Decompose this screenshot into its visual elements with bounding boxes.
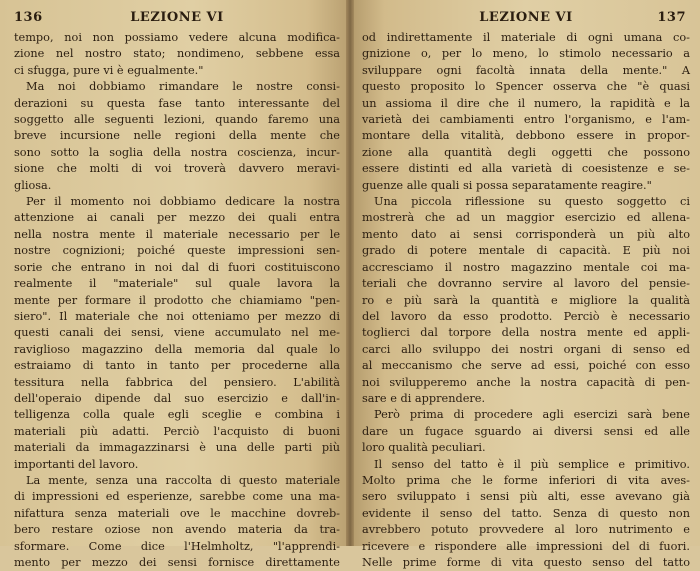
text-line: accresciamo il nostro magazzino mentale coi ma- — [362, 260, 690, 274]
text-line: raviglioso magazzino della memoria dal quale lo — [14, 342, 340, 356]
text-line: Il senso del tatto è il più semplice e primitivo. — [374, 457, 690, 471]
text-line: avrebbero potuto provvedere al loro nutrimento e — [362, 523, 690, 537]
book-gutter — [346, 0, 354, 546]
text-line: nella nostra mente il materiale necessario per le — [14, 227, 340, 241]
text-line: od indirettamente il materiale di ogni umana co- — [362, 31, 690, 44]
text-line: Molto prima che le forme inferiori di vita aves- — [362, 473, 690, 487]
text-line: nifattura senza materiali ove le macchine dovreb- — [14, 506, 340, 520]
text-line: ro e più sarà la quantità e migliore la qualità — [362, 293, 690, 307]
text-line: ci sfugga, pure vi è egualmente." — [14, 63, 204, 77]
text-line: sono sotto la soglia della nostra coscienza, incur- — [14, 145, 340, 159]
text-line: importanti del lavoro. — [14, 457, 139, 471]
text-line: del lavoro da esso prodotto. Perciò è necessario — [362, 309, 690, 323]
text-line: sero sviluppato i sensi più alti, esse avevano già — [362, 490, 690, 504]
text-line: telligenza colla quale egli sceglie e combina i — [14, 408, 340, 422]
text-line: teriali che dovranno servire al lavoro del pensie- — [362, 277, 690, 291]
text-line: varietà dei cambiamenti entro l'organismo, e l'am- — [362, 113, 690, 127]
text-line: dare un fugace sguardo ai diversi sensi ed alle — [362, 424, 690, 438]
text-line: materiali da immagazzinarsi è una delle parti più — [14, 441, 340, 455]
text-line: mento per mezzo dei sensi fornisce direttamente — [14, 556, 340, 569]
text-line: Però prima di procedere agli esercizi sarà bene — [374, 408, 690, 422]
text-line: bero restare oziose non avendo materia da tra- — [14, 523, 340, 537]
text-line: sformare. Come dice l'Helmholtz, "l'apprendi- — [14, 539, 340, 553]
text-line: carci allo sviluppo dei nostri organi di senso ed — [362, 342, 690, 356]
text-line: guenze alle quali si possa separatamente reagire." — [362, 178, 652, 192]
right-body-text — [362, 30, 690, 571]
text-line: ricevere e rispondere alle impressioni del di fuori. — [362, 539, 690, 553]
text-line: di impressioni ed esperienze, sarebbe come una ma- — [14, 490, 340, 504]
text-line: al meccanismo che serve ad essi, poiché con esso — [362, 359, 690, 373]
text-line: sorie che entrano in noi dal di fuori costituiscono — [14, 260, 340, 274]
text-line: materiali più adatti. Perciò l'acquisto di buoni — [14, 424, 340, 438]
text-line: derazioni su questa fase tanto interessante del — [14, 96, 340, 110]
text-line: questo proposito lo Spencer osserva che "è quasi — [362, 80, 690, 94]
text-line: essere distinti ed alla varietà di coesistenze e se- — [362, 162, 690, 176]
text-line: Per il momento noi dobbiamo dedicare la nostra — [26, 195, 340, 209]
left-page-number: 136 — [14, 10, 43, 25]
text-line: toglierci dal torpore della nostra mente ed appli- — [362, 326, 690, 340]
text-line: sione che molti di voi troverà davvero meravi- — [14, 162, 340, 176]
text-line: mostrerà che ad un maggior esercizio ed allena- — [362, 211, 690, 225]
text-line: zione alla quantità degli oggetti che possono — [362, 145, 690, 159]
text-line: estraiamo di tanto in tanto per procederne alla — [14, 359, 340, 373]
text-line: Ma noi dobbiamo rimandare le nostre consi- — [26, 80, 340, 94]
text-line: soggetto alle seguenti lezioni, quando faremo una — [14, 113, 340, 127]
text-line: sviluppare ogni facoltà innata della mente." A — [362, 63, 690, 77]
text-line: Nelle prime forme di vita questo senso del tatto — [362, 556, 690, 569]
text-line: questi canali dei sensi, viene accumulato nel me- — [14, 326, 340, 340]
text-line: gnizione o, per lo meno, lo stimolo necessario a — [362, 47, 690, 61]
text-line: evidente il senso del tatto. Senza di questo non — [362, 506, 690, 520]
text-line: gliosa. — [14, 178, 52, 192]
text-line: nostre cognizioni; poiché queste impressioni sen- — [14, 244, 340, 258]
right-running-head — [362, 8, 690, 30]
text-line: sare e di apprendere. — [362, 391, 486, 405]
left-running-head — [14, 8, 340, 30]
left-running-title: LEZIONE VI — [130, 10, 224, 25]
left-page — [0, 0, 350, 569]
text-line: montare della vitalità, debbono essere in propor- — [362, 129, 690, 143]
text-line: un assioma il dire che il numero, la rapidità e la — [362, 96, 690, 110]
right-page-number: 137 — [657, 10, 686, 25]
text-line: dell'operaio dipende dal suo esercizio e dall'in- — [14, 391, 340, 405]
text-line: zione nel nostro stato; nondimeno, sebbene essa — [14, 47, 340, 61]
right-page — [350, 0, 700, 569]
text-line: realmente il "materiale" sul quale lavora la — [14, 277, 340, 291]
text-line: noi svilupperemo anche la nostra capacità di pen- — [362, 375, 690, 389]
text-line: breve incursione nelle regioni della mente che — [14, 129, 340, 143]
text-line: grado di potere mentale di capacità. E più noi — [362, 244, 690, 258]
text-line: Una piccola riflessione su questo soggetto ci — [374, 195, 690, 209]
text-line: siero". Il materiale che noi otteniamo per mezzo di — [14, 309, 340, 323]
text-line: mente per formare il prodotto che chiamiamo "pen- — [14, 293, 340, 307]
text-line: mento dato ai sensi corrisponderà un più alto — [362, 227, 690, 241]
text-line: tessitura nella fabbrica del pensiero. L'abilità — [14, 375, 340, 389]
text-line: attenzione ai canali per mezzo dei quali entra — [14, 211, 340, 225]
text-line: loro qualità peculiari. — [362, 441, 486, 455]
right-running-title: LEZIONE VI — [479, 10, 573, 25]
text-line: tempo, noi non possiamo vedere alcuna modifica- — [14, 31, 340, 44]
left-body-text — [14, 30, 340, 571]
text-line: La mente, senza una raccolta di questo materiale — [26, 473, 340, 487]
